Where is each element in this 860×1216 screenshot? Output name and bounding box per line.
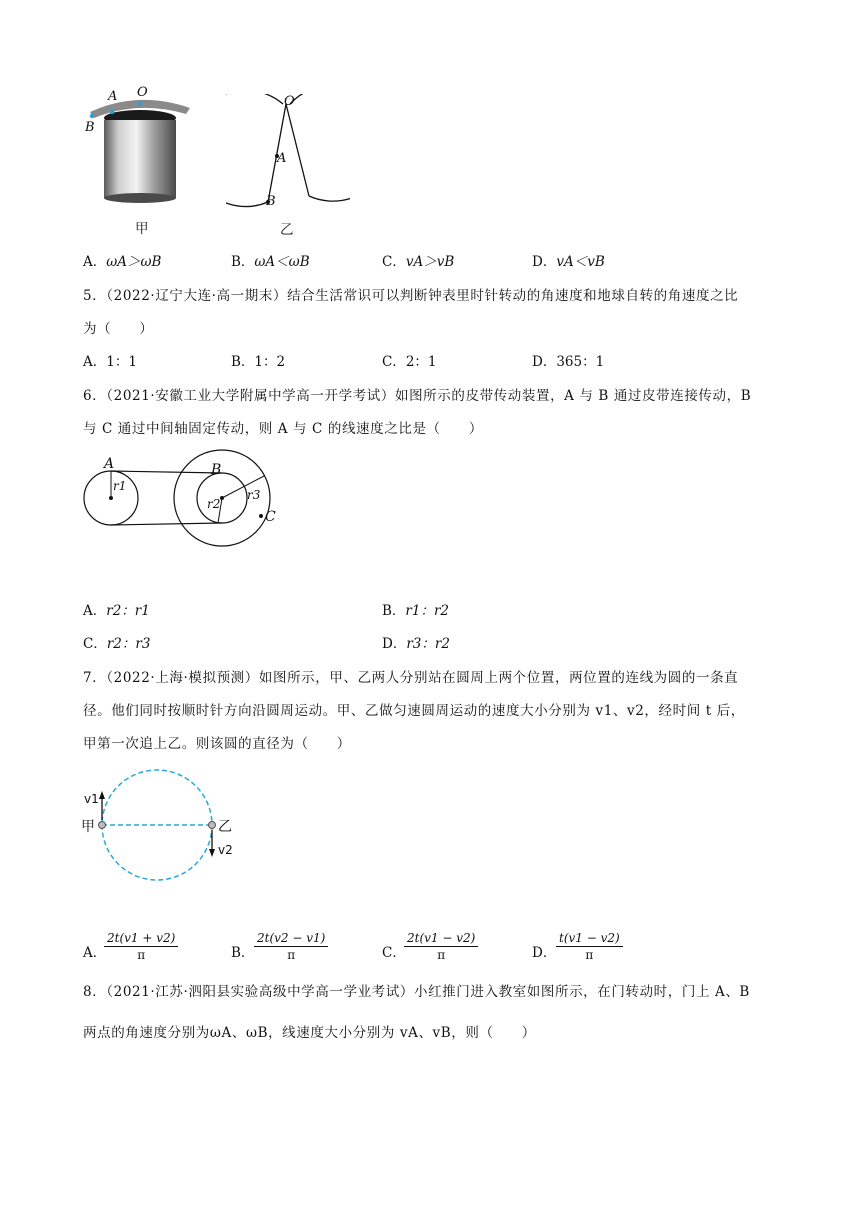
- q7-stem-line3: 甲第一次追上乙。则该圆的直径为（ ）: [83, 736, 351, 752]
- belt-label-A: A: [104, 456, 115, 472]
- q6-option-C[interactable]: C．r2：r3: [83, 636, 151, 652]
- q4-option-D[interactable]: D．vA＜vB: [532, 254, 605, 270]
- q4-option-A[interactable]: A．ωA＞ωB: [83, 254, 162, 270]
- belt-label-r2: r2: [207, 497, 221, 511]
- q6-option-A[interactable]: A．r2：r1: [83, 603, 150, 619]
- q5-stem-line1: 5．（2022·辽宁大连·高一期末）结合生活常识可以判断钟表里时针转动的角速度和地球自转的角速度之比: [83, 288, 739, 304]
- chase-label-jia: 甲: [81, 819, 95, 835]
- q6-stem-line1: 6．（2021·安徽工业大学附属中学高一开学考试）如图所示的皮带传动装置，A 与 B 通过皮带连接传动，B: [83, 388, 752, 404]
- q7-option-D-label[interactable]: D．: [532, 945, 557, 961]
- q7-option-B[interactable]: $\frac{2t(v2 - v1)}{\pi}$: [254, 931, 328, 962]
- figure-label-yi: 乙: [280, 222, 294, 238]
- q7-option-C-label[interactable]: C．: [382, 945, 406, 961]
- schematic-point-B: B: [266, 194, 276, 209]
- q5-stem-line2: 为（ ）: [83, 321, 154, 337]
- q5-option-A[interactable]: A．1：1: [83, 354, 137, 370]
- q7-option-A-label[interactable]: A．: [83, 945, 107, 961]
- q5-option-D[interactable]: D．365：1: [532, 354, 605, 370]
- q7-stem-line1: 7．（2022·上海·模拟预测）如图所示，甲、乙两人分别站在圆周上两个位置，两位置的连线为圆的一条直: [83, 670, 739, 686]
- chase-label-yi: 乙: [218, 819, 232, 835]
- belt-label-r3: r3: [247, 488, 261, 502]
- chase-label-v1: v1: [84, 792, 99, 806]
- q4-option-C[interactable]: C．vA＞vB: [382, 254, 455, 270]
- q7-option-B-label[interactable]: B．: [231, 945, 255, 961]
- q5-option-C[interactable]: C．2：1: [382, 354, 437, 370]
- q4-option-B[interactable]: B．ωA＜ωB: [231, 254, 310, 270]
- trash-point-B: B: [85, 120, 95, 135]
- chase-label-v2: v2: [218, 843, 233, 857]
- schematic-point-A: A: [277, 151, 287, 166]
- schematic-point-O: O: [284, 94, 295, 109]
- q6-stem-line2: 与 C 通过中间轴固定传动，则 A 与 C 的线速度之比是（ ）: [83, 421, 483, 437]
- belt-label-C: C: [265, 509, 276, 525]
- trash-point-O: O: [137, 85, 148, 100]
- figure-label-jia: 甲: [135, 221, 149, 237]
- q7-option-D[interactable]: $\frac{t(v1 - v2)}{\pi}$: [556, 931, 623, 962]
- lid-schematic-figure: [226, 94, 350, 214]
- trash-can-figure: [82, 82, 194, 210]
- q8-stem-line1: 8．（2021·江苏·泗阳县实验高级中学高一学业考试）小红推门进入教室如图所示，在门转动时，门上 A、B: [83, 984, 750, 1000]
- q6-option-D[interactable]: D．r3：r2: [382, 636, 450, 652]
- belt-label-B: B: [211, 462, 222, 478]
- q8-stem-line2: 两点的角速度分别为ωA、ωB，线速度大小分别为 vA、vB，则（ ）: [83, 1025, 536, 1041]
- trash-point-A: A: [108, 89, 118, 104]
- q6-option-B[interactable]: B．r1：r2: [382, 603, 450, 619]
- belt-label-r1: r1: [113, 479, 127, 493]
- q5-option-B[interactable]: B．1：2: [231, 354, 286, 370]
- q7-stem-line2: 径。他们同时按顺时针方向沿圆周运动。甲、乙做匀速圆周运动的速度大小分别为 v1、v2，经时间 t 后，: [83, 703, 745, 719]
- q7-option-C[interactable]: $\frac{2t(v1 - v2)}{\pi}$: [404, 931, 478, 962]
- q7-option-A[interactable]: $\frac{2t(v1 + v2)}{\pi}$: [104, 931, 178, 962]
